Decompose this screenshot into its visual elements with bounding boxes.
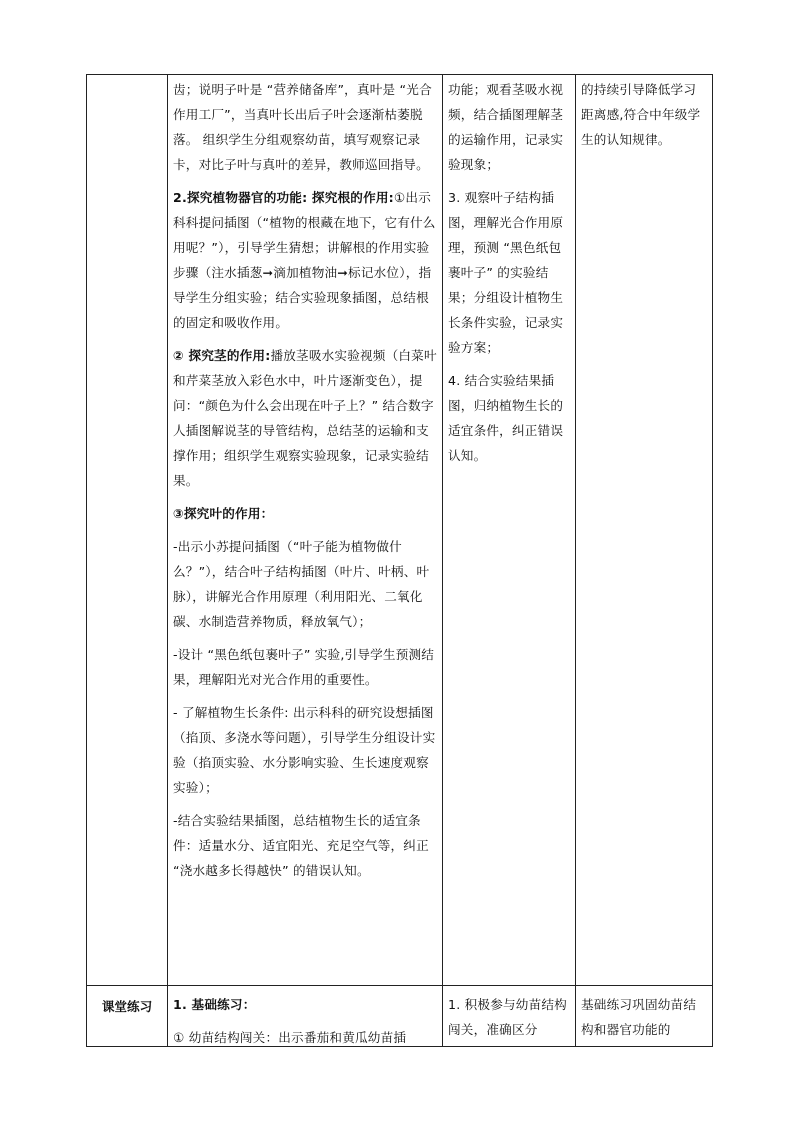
teacher-paragraph: -结合实验结果插图，总结植物生长的适宜条件：适量水分、适宜阳光、充足空气等，纠正 “浇水越多长得越快” 的错误认知。 <box>173 813 429 878</box>
section-body: 播放茎吸水实验视频（白菜叶和芹菜茎放入彩色水中，叶片逐渐变色），提问：“颜色为什么会出现在叶子上？” 结合数字人插图解说茎的导管结构，总结茎的运输和支撑作用；组织学生观察实验现象，记录实验结果。 <box>173 348 437 488</box>
student-paragraph: 1. 积极参与幼苗结构闯关，准确区分 <box>448 997 567 1037</box>
table-row <box>87 986 713 1047</box>
teacher-paragraph: 齿；说明子叶是 “营养储备库”，真叶是 “光合作用工厂”，当真叶长出后子叶会逐渐枯萎脱落。 组织学生分组观察幼苗，填写观察记录卡，对比子叶与真叶的差异，教师巡回指导。 <box>173 82 432 172</box>
teacher-paragraph: -出示小苏提问插图（“叶子能为植物做什么？”），结合叶子结构插图（叶片、叶柄、叶脉），讲解光合作用原理（利用阳光、二氧化碳、水制造营养物质，释放氧气）； <box>173 539 430 629</box>
section-body: ①出示科科提问插图（“植物的根藏在地下，它有什么用呢？”），引导学生猜想；讲解根的作用实验步骤（注水插葱➞滴加植物油➞标记水位），指导学生分组实验；结合实验现象插图，总结根的固定和吸收作用。 <box>173 190 436 330</box>
section-heading: 2.探究植物器官的功能: 探究根的作用: <box>173 190 394 205</box>
teacher-activity-cell <box>168 986 443 1047</box>
stage-label-cell <box>87 75 168 986</box>
student-paragraph: 功能；观看茎吸水视频，结合插图理解茎的运输作用，记录实验现象； <box>448 82 564 172</box>
section-heading: 1. 基础练习： <box>173 997 256 1012</box>
stage-label: 课堂练习 <box>101 999 153 1014</box>
student-paragraph: 3. 观察叶子结构插图，理解光合作用原理，预测 “黑色纸包裹叶子” 的实验结果；分组设计植物生长条件实验，记录实验方案； <box>448 190 564 355</box>
intent-paragraph: 基础练习巩固幼苗结构和器官功能的 <box>581 997 697 1037</box>
lesson-plan-table <box>86 74 713 1047</box>
student-activity-cell <box>443 75 576 986</box>
stage-label-cell <box>87 986 168 1047</box>
section-heading: ② 探究茎的作用: <box>173 348 271 363</box>
teacher-paragraph <box>173 185 437 335</box>
table-row <box>87 75 713 986</box>
teacher-paragraph: -设计 “黑色纸包裹叶子” 实验,引导学生预测结果，理解阳光对光合作用的重要性。 <box>173 647 435 687</box>
student-paragraph: 4. 结合实验结果插图，归纳植物生长的适宜条件，纠正错误认知。 <box>448 373 564 463</box>
teacher-paragraph: ① 幼苗结构闯关：出示番茄和黄瓜幼苗插 <box>173 1030 407 1045</box>
intent-paragraph: 的持续引导降低学习距离感,符合中年级学生的认知规律。 <box>581 82 701 147</box>
design-intent-cell <box>576 986 713 1047</box>
design-intent-cell <box>576 75 713 986</box>
teacher-paragraph <box>173 343 437 493</box>
student-activity-cell <box>443 986 576 1047</box>
teacher-activity-cell <box>168 75 443 986</box>
stage-label <box>87 75 167 85</box>
teacher-paragraph: - 了解植物生长条件: 出示科科的研究设想插图（掐顶、多浇水等问题），引导学生分组设计实验（掐顶实验、水分影响实验、生长速度观察实验）； <box>173 705 436 795</box>
section-heading: ③探究叶的作用： <box>173 506 274 521</box>
